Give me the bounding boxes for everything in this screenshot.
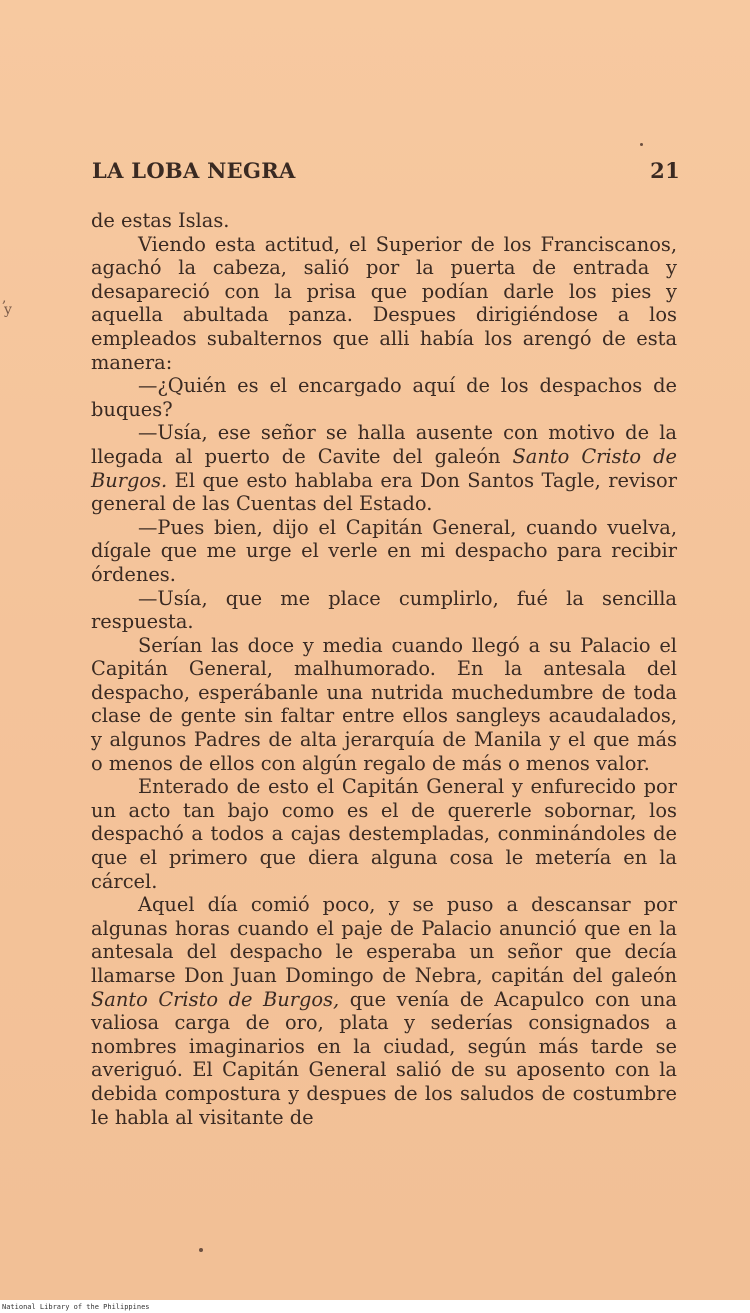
body-text: [91, 209, 677, 1129]
paragraph: [91, 421, 677, 515]
page-speck: [640, 143, 643, 146]
margin-mark: ,: [2, 290, 7, 306]
paragraph-text: —Pues bien, dijo el Capitán General, cuando vuelva, dígale que me urge el verle en mi despacho para recibir órdenes.: [91, 515, 677, 586]
paragraph-text: —Usía, ese señor se halla ausente con motivo de la llegada al puerto de Cavite del galeón: [91, 421, 677, 468]
library-credit: National Library of the Philippines: [2, 1303, 150, 1311]
paragraph: [91, 634, 677, 776]
italic-title: Santo Cristo de Burgos.: [91, 444, 677, 492]
paragraph-text: —Usía, que me place cumplirlo, fué la sencilla respuesta.: [91, 586, 677, 634]
paragraph: [91, 516, 677, 587]
page-number: 21: [650, 158, 680, 183]
paragraph: [91, 233, 677, 375]
paragraph: de estas Islas.: [91, 209, 230, 232]
page-speck: [199, 1248, 203, 1252]
paragraph: [91, 587, 677, 634]
paragraph-text: Aquel día comió poco, y se puso a descansar por algunas horas cuando el paje de Palacio anunció que en la antesala del despacho le esperaba un señor que decía llamarse Don Juan Domingo de Nebra, capitán del galeón: [91, 893, 677, 987]
paragraph: [91, 893, 677, 1129]
paragraph: [91, 374, 677, 421]
paragraph-text: Serían las doce y media cuando llegó a su Palacio el Capitán General, malhumorado. En la antesala del despacho, esperábanle una nutrida muchedumbre de toda clase de gente sin faltar entre ellos sangleys acaudalados, y algunos Padres de alta jerarquía de Manila y el que más o menos de ellos con algún regalo de más o menos valor.: [91, 633, 677, 775]
paragraph-text: que venía de Acapulco con una valiosa carga de oro, plata y sederías consignados a nombres imaginarios en la ciudad, según más tarde se averiguó. El Capitán General salió de su aposento con la debida compostura y despues de los saludos de costumbre le habla al visitante de: [91, 987, 677, 1129]
margin-mark: y: [4, 302, 12, 318]
italic-title: Santo Cristo de Burgos,: [91, 987, 340, 1011]
paragraph-text: El que esto hablaba era Don Santos Tagle, revisor general de las Cuentas del Estado.: [91, 468, 677, 516]
running-header: [92, 158, 680, 186]
running-title: LA LOBA NEGRA: [92, 158, 296, 183]
paragraph: [91, 775, 677, 893]
paragraph-text: —¿Quién es el encargado aquí de los despachos de buques?: [91, 374, 677, 421]
paragraph-text: Viendo esta actitud, el Superior de los Franciscanos, agachó la cabeza, salió por la puerta de entrada y desapareció con la prisa que podían darle los pies y aquella abultada panza. Despues dirigiéndose a los empleados subalternos que alli había los arengó de esta manera:: [91, 232, 677, 374]
paragraph-text: Enterado de esto el Capitán General y enfurecido por un acto tan bajo como es el de quererle sobornar, los despachó a todos a cajas destempladas, conminándoles de que el primero que diera alguna cosa le metería en la cárcel.: [91, 775, 677, 893]
